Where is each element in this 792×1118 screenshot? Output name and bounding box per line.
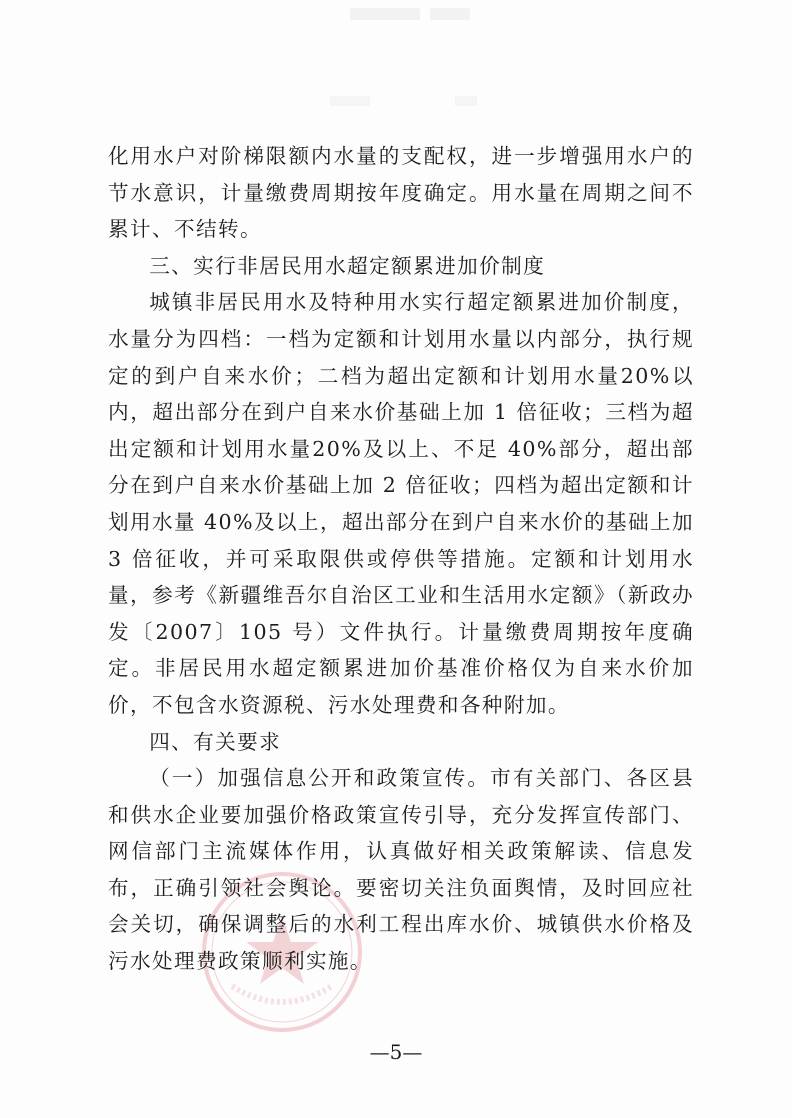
bleed-through-mark bbox=[430, 8, 470, 20]
section-4-heading: 四、有关要求 bbox=[149, 729, 282, 754]
bleed-through-mark bbox=[330, 96, 370, 106]
section-3-paragraph: 城镇非居民用水及特种用水实行超定额累进加价制度，水量分为四档：一档为定额和计划用水量以内部分，执行规定的到户自来水价；二档为超出定额和计划用水量20%以内，超出部分在到户自来水价基础上加 1 倍征收；三档为超出定额和计划用水量20%及以上、不足 40%部分，超出部分在到户自来水价基础上加 2 倍征收；四档为超出定额和计划用水量 40%及以上，超出部分在到户自来水价的基础上加 3 倍征收，并可采取限供或停供等措施。定额和计划用水量，参考《新疆维吾尔自治区工业和生活用水定额》（新政办发〔2007〕105 号）文件执行。计量缴费周期按年度确定。非居民用水超定额累进加价基准价格仅为自来水价加价，不包含水资源税、污水处理费和各种附加。 bbox=[108, 290, 694, 717]
item-1-lead: （一）加强信息公开和政策宣传。 bbox=[149, 766, 491, 791]
document-body bbox=[108, 138, 694, 980]
continuation-paragraph: 化用水户对阶梯限额内水量的支配权，进一步增强用水户的节水意识，计量缴费周期按年度确定。用水量在周期之间不累计、不结转。 bbox=[108, 144, 694, 242]
bleed-through-mark bbox=[455, 96, 477, 106]
bleed-through-mark bbox=[350, 8, 420, 20]
item-1-body: 市有关部门、各区县和供水企业要加强价格政策宣传引导，充分发挥宣传部门、网信部门主流媒体作用，认真做好相关政策解读、信息发布，正确引领社会舆论。要密切关注负面舆情，及时回应社会关切，确保调整后的水利工程出库水价、城镇供水价格及污水处理费政策顺利实施。 bbox=[108, 766, 694, 974]
page-number: —5— bbox=[369, 1040, 423, 1064]
section-4-item-1 bbox=[108, 760, 694, 980]
section-3-heading: 三、实行非居民用水超定额累进加价制度 bbox=[149, 253, 546, 278]
